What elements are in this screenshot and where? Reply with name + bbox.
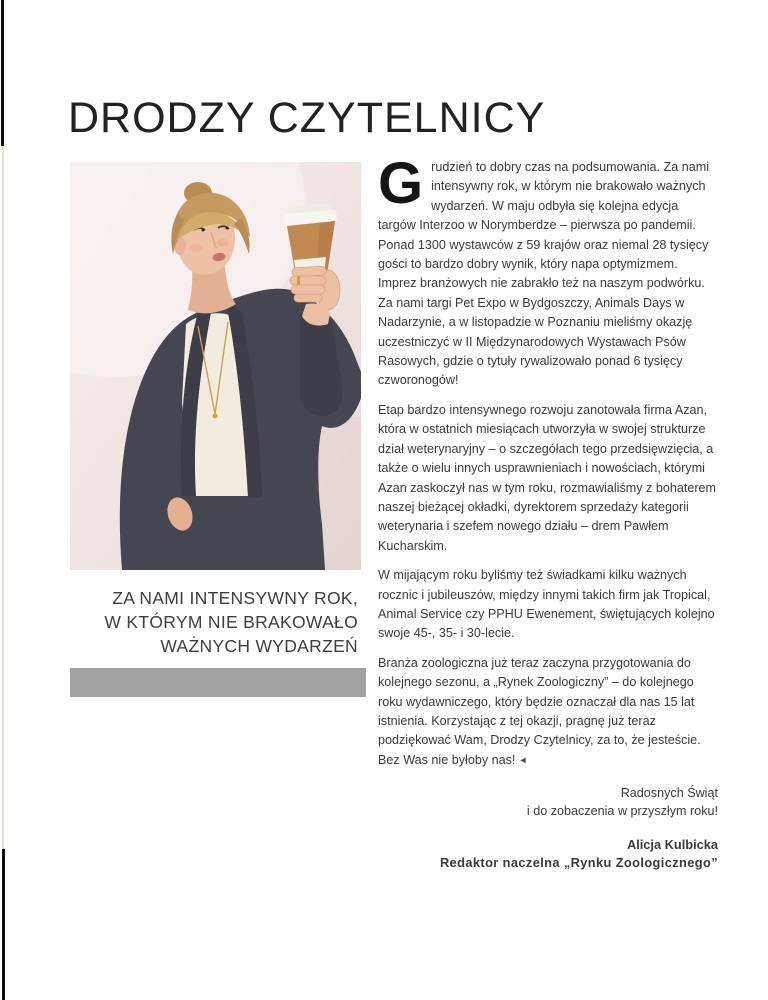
drop-cap: G	[378, 151, 424, 216]
author-name: Alicja Kulbicka	[626, 837, 718, 853]
closing-wish-line: i do zobaczenia w przyszłym roku!	[526, 804, 718, 819]
divider-bar	[70, 668, 366, 697]
signoff-block	[378, 784, 718, 872]
article-title: DRODZY CZYTELNICY	[68, 94, 546, 142]
closing-wish-line: Radosnych Świąt	[620, 786, 718, 801]
article-body	[378, 151, 718, 872]
article-paragraph: Grudzień to dobry czas na podsumowania. Za nami intensywny rok, w którym nie brakowało ważnych wydarzeń. W maju odbyła się kolejna edycja targów Interzoo w Norymberdze – pierwsza po pandemii. Ponad 1300 wystawców z 59 krajów oraz niemal 28 tysięcy gości to bardzo dobry wynik, który napa optymizmem. Imprez branżowych nie zabrakło też na naszym podwórku. Za nami targi Pet Expo w Bydgoszczy, Animals Days w Nadarzynie, a w listopadzie w Poznaniu mieliśmy okazję uczestniczyć w II Międzynarodowych Wystawach Psów Rasowych, gdzie o tytuły rywalizowało ponad 6 tysięcy czworonogów!	[378, 151, 710, 388]
woman-with-coffee-photo	[70, 162, 361, 570]
article-paragraph: Etap bardzo intensywnego rozwoju zanotowała firma Azan, która w ostatnich miesiącach utworzyła w swojej strukturze dział weterynaryjny – o szczegółach tego przedsięwzięcia, a także o wielu innych usprawnieniach i nowościach, którymi Azan zaskoczył nas w tym roku, rozmawialiśmy z bohaterem naszej bieżącej okładki, dyrektorem sprzedaży kategorii weterynaria i szefem nowego działu – drem Pawłem Kucharskim.	[378, 402, 717, 553]
pull-quote-line: WAŻNYCH WYDARZEŃ	[160, 636, 358, 656]
end-of-article-icon: ◄	[518, 754, 528, 765]
pull-quote	[68, 586, 358, 658]
page-edge-line-top	[1, 0, 4, 146]
page-edge-line-middle	[2, 146, 4, 849]
pull-quote-line: ZA NAMI INTENSYWNY ROK,	[112, 588, 358, 608]
article-paragraph: W mijającym roku byliśmy też świadkami kilku ważnych rocznic i jubileuszów, między innymi takich firm jak Tropical, Animal Service czy PPHU Ewenement, świętujących kolejno swoje 45-, 35- i 30-lecie.	[378, 568, 715, 641]
pull-quote-line: W KTÓRYM NIE BRAKOWAŁO	[104, 612, 358, 632]
author-role: Redaktor naczelna „Rynku Zoologicznego”	[440, 855, 718, 871]
article-paragraph: Branża zoologiczna już teraz zaczyna przygotowania do kolejnego sezonu, a „Rynek Zoologiczny” – do kolejnego roku wydawniczego, który będzie oznaczał dla nas 15 lat istnienia. Korzystając z tej okazji, pragnę już teraz podziękować Wam, Drodzy Czytelnicy, za to, że jesteście. Bez Was nie byłoby nas! ◄	[378, 654, 718, 770]
page-edge-line-bottom	[2, 849, 5, 1000]
